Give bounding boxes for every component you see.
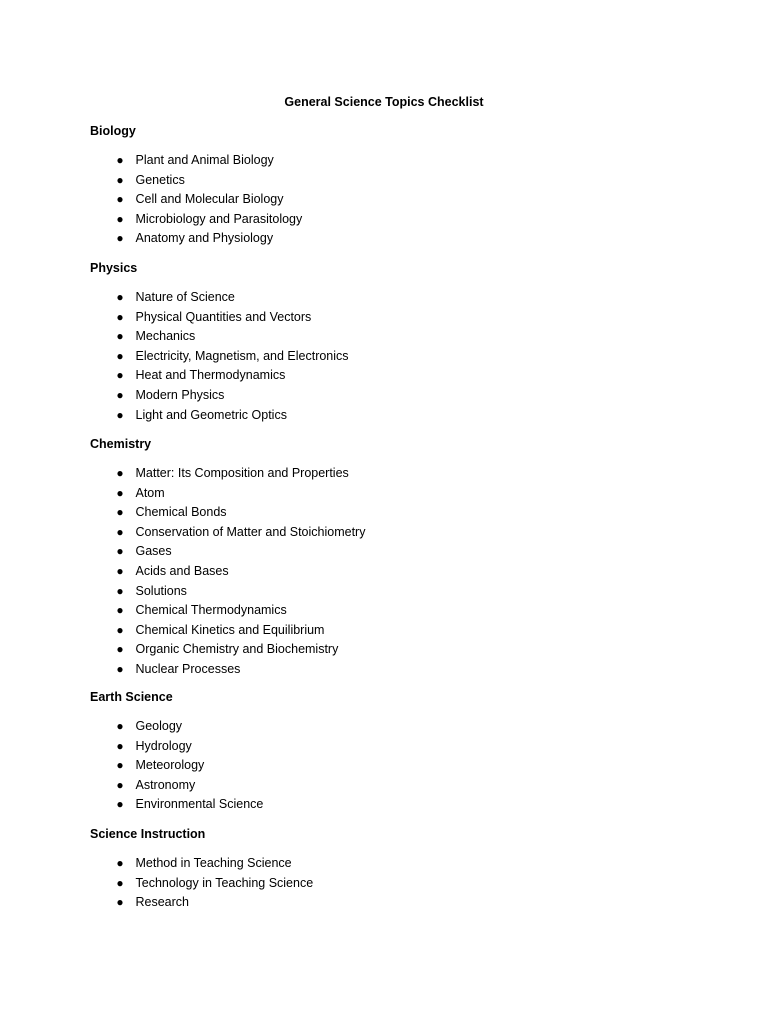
bullet-icon: ●: [116, 719, 124, 733]
list-item: [90, 795, 710, 815]
bullet-icon: ●: [116, 329, 124, 344]
bullet-icon: ●: [116, 642, 124, 657]
list-item: [90, 386, 710, 406]
list-item-label: Research: [135, 895, 189, 910]
document-title: General Science Topics Checklist: [284, 95, 484, 109]
list-item-label: Microbiology and Parasitology: [135, 211, 303, 226]
list-item: [90, 621, 710, 641]
list-item-label: Light and Geometric Optics: [135, 407, 287, 422]
list-item-label: Astronomy: [135, 777, 196, 792]
bullet-icon: ●: [116, 583, 124, 598]
list-item-label: Anatomy and Physiology: [135, 231, 274, 246]
list-item: [90, 756, 710, 776]
section-heading: Science Instruction: [90, 827, 206, 841]
list-item: [90, 229, 710, 249]
list-item: [90, 288, 710, 308]
list-item: [90, 210, 710, 230]
bullet-icon: ●: [116, 544, 124, 559]
list-item: [90, 737, 710, 757]
list-item-label: Conservation of Matter and Stoichiometry: [135, 524, 366, 539]
list-item: [90, 776, 710, 796]
section-heading: Biology: [90, 124, 136, 138]
bullet-icon: ●: [116, 231, 124, 246]
bullet-icon: ●: [116, 563, 124, 578]
list-item-label: Solutions: [135, 583, 187, 598]
section-earth-science: [90, 687, 710, 815]
list-item-label: Atom: [135, 485, 165, 500]
list-item: [90, 464, 710, 484]
list-item: [90, 660, 710, 680]
topic-list: [90, 288, 710, 425]
bullet-icon: ●: [116, 758, 124, 773]
list-item: [90, 562, 710, 582]
list-item: [90, 640, 710, 660]
list-item: [90, 582, 710, 602]
bullet-icon: ●: [116, 777, 124, 792]
list-item: [90, 190, 710, 210]
topic-list: [90, 854, 710, 913]
section-biology: [90, 121, 710, 249]
bullet-icon: ●: [116, 290, 124, 304]
bullet-icon: ●: [116, 348, 124, 363]
bullet-icon: ●: [116, 895, 124, 910]
list-item-label: Chemical Bonds: [135, 505, 227, 520]
list-item-label: Cell and Molecular Biology: [135, 192, 284, 207]
list-item-label: Technology in Teaching Science: [135, 875, 314, 890]
list-item-label: Matter: Its Composition and Properties: [135, 466, 349, 480]
list-item: [90, 484, 710, 504]
list-item: [90, 601, 710, 621]
bullet-icon: ●: [116, 153, 124, 167]
section-heading: Earth Science: [90, 690, 173, 704]
list-item: [90, 893, 710, 913]
bullet-icon: ●: [116, 387, 124, 402]
list-item: [90, 308, 710, 328]
bullet-icon: ●: [116, 368, 124, 383]
bullet-icon: ●: [116, 172, 124, 187]
list-item: [90, 542, 710, 562]
list-item-label: Heat and Thermodynamics: [135, 368, 286, 383]
list-item-label: Hydrology: [135, 738, 192, 753]
bullet-icon: ●: [116, 603, 124, 618]
list-item: [90, 151, 710, 171]
list-item-label: Meteorology: [135, 758, 205, 773]
list-item-label: Environmental Science: [135, 797, 264, 812]
list-item-label: Gases: [135, 544, 172, 559]
section-chemistry: [90, 434, 710, 680]
list-item-label: Nature of Science: [135, 290, 235, 304]
bullet-icon: ●: [116, 309, 124, 324]
list-item-label: Physical Quantities and Vectors: [135, 309, 312, 324]
bullet-icon: ●: [116, 738, 124, 753]
section-physics: [90, 258, 710, 425]
bullet-icon: ●: [116, 524, 124, 539]
list-item-label: Electricity, Magnetism, and Electronics: [135, 348, 349, 363]
bullet-icon: ●: [116, 505, 124, 520]
list-item-label: Nuclear Processes: [135, 661, 241, 676]
list-item-label: Method in Teaching Science: [135, 856, 292, 870]
bullet-icon: ●: [116, 192, 124, 207]
list-item: [90, 347, 710, 367]
bullet-icon: ●: [116, 466, 124, 480]
topic-list: [90, 717, 710, 815]
bullet-icon: ●: [116, 856, 124, 870]
list-item-label: Geology: [135, 719, 183, 733]
bullet-icon: ●: [116, 622, 124, 637]
list-item: [90, 171, 710, 191]
list-item: [90, 854, 710, 874]
bullet-icon: ●: [116, 407, 124, 422]
list-item: [90, 717, 710, 737]
list-item: [90, 327, 710, 347]
bullet-icon: ●: [116, 875, 124, 890]
list-item: [90, 366, 710, 386]
bullet-icon: ●: [116, 661, 124, 676]
bullet-icon: ●: [116, 211, 124, 226]
section-heading: Physics: [90, 261, 138, 275]
list-item: [90, 523, 710, 543]
section-heading: Chemistry: [90, 437, 152, 451]
list-item-label: Chemical Kinetics and Equilibrium: [135, 622, 325, 637]
topic-list: [90, 464, 710, 680]
section-science-instruction: [90, 824, 710, 913]
list-item: [90, 874, 710, 894]
list-item: [90, 406, 710, 426]
list-item-label: Organic Chemistry and Biochemistry: [135, 642, 339, 657]
list-item-label: Acids and Bases: [135, 563, 229, 578]
list-item-label: Mechanics: [135, 329, 196, 344]
bullet-icon: ●: [116, 485, 124, 500]
list-item-label: Chemical Thermodynamics: [135, 603, 287, 618]
topic-list: [90, 151, 710, 249]
list-item-label: Genetics: [135, 172, 185, 187]
list-item-label: Plant and Animal Biology: [135, 153, 274, 167]
bullet-icon: ●: [116, 797, 124, 812]
list-item-label: Modern Physics: [135, 387, 225, 402]
list-item: [90, 503, 710, 523]
